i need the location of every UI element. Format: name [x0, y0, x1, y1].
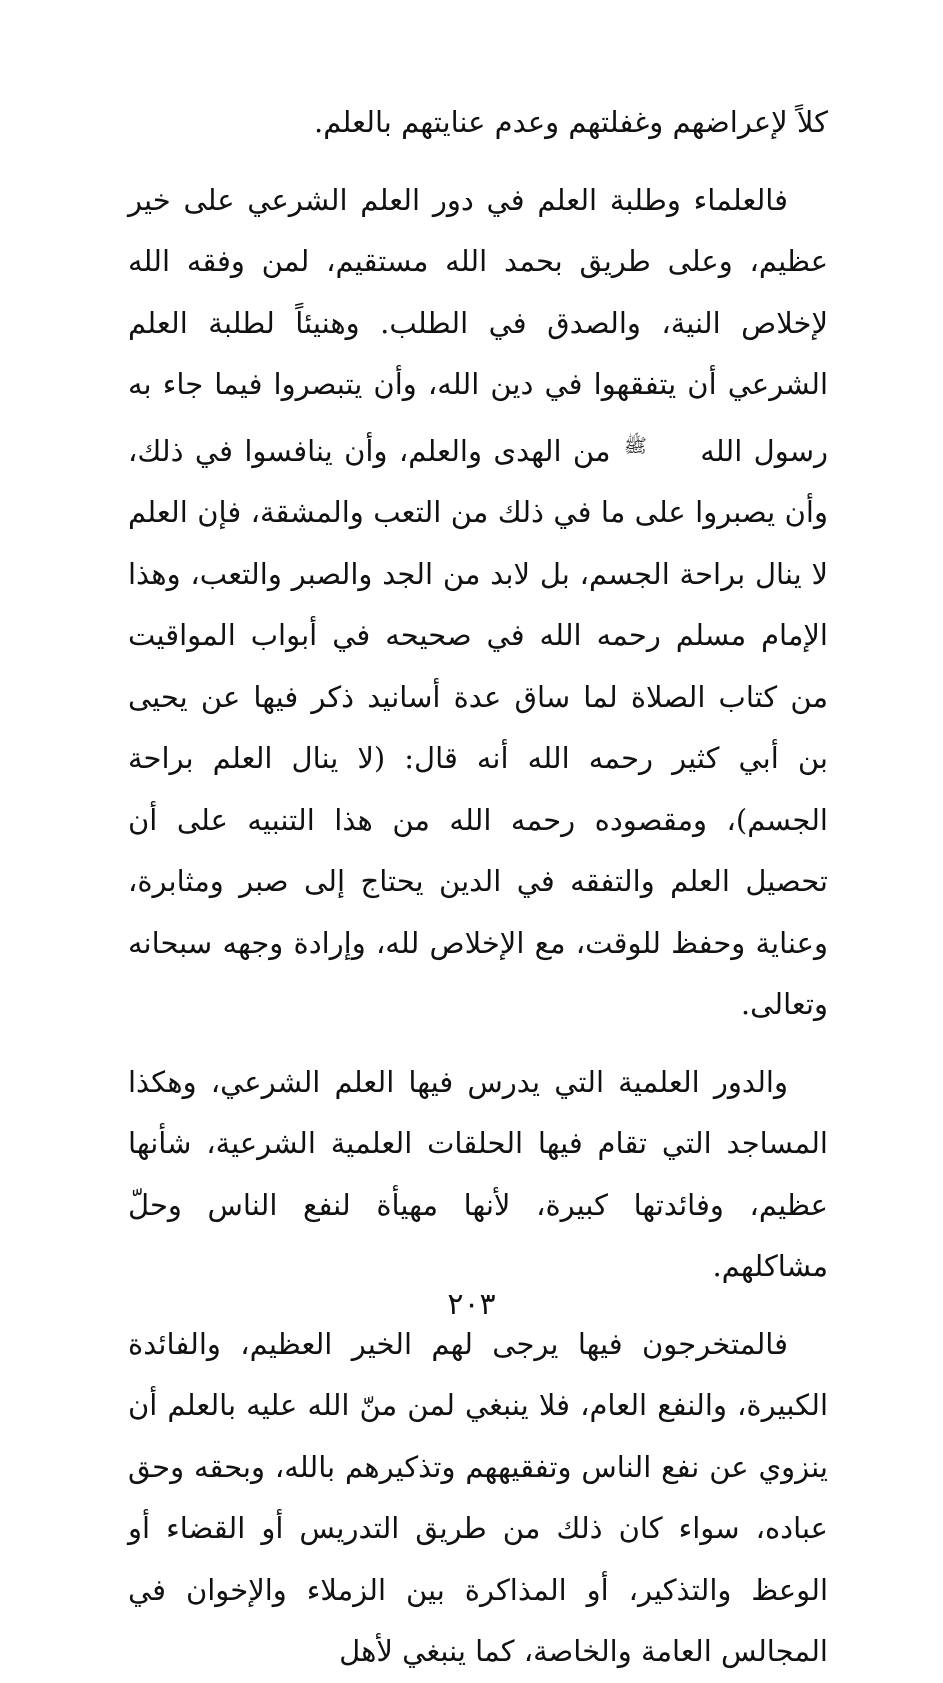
paragraph-graduates: [128, 1314, 828, 1683]
paragraph-scholars: [128, 170, 828, 1036]
page-number: ٢٠٣: [447, 1287, 496, 1322]
paragraph-text: من الهدى والعلم، وأن ينافسوا في ذلك، وأن يصبروا على ما في ذلك من التعب والمشقة، فإن العلم لا ينال براحة الجسم، بل لابد من الجد والصبر والتعب، وهذا الإمام مسلم رحمه الله في صحيحه في أبواب المواقيت من كتاب الصلاة لما ساق عدة أسانيد ذكر فيها عن يحيى بن أبي كثير رحمه الله أنه قال: (لا ينال العلم براحة الجسم)، ومقصوده رحمه الله من هذا التنبيه على أن تحصيل العلم والتفقه في الدين يحتاج إلى صبر ومثابرة، وعناية وحفظ للوقت، مع الإخلاص لله، وإرادة وجهه سبحانه وتعالى.: [128, 433, 828, 1021]
honorific-glyph: ﷺ: [623, 434, 647, 457]
paragraph-text: فالعلماء وطلبة العلم في دور العلم الشرعي على خير عظيم، وعلى طريق بحمد الله مستقيم، لمن وفقه الله لإخلاص النية، والصدق في الطلب. وهنيئاً لطلبة العلم الشرعي أن يتفقهوا في دين الله، وأن يتبصروا فيما جاء به رسول الله: [128, 182, 828, 468]
paragraph-institutions: [128, 1052, 828, 1298]
paragraph-text: والدور العلمية التي يدرس فيها العلم الشرعي، وهكذا المساجد التي تقام فيها الحلقات العلمية الشرعية، شأنها عظيم، وفائدتها كبيرة، لأنها مهيأة لنفع الناس وحلّ مشاكلهم.: [128, 1064, 828, 1283]
body-text: [128, 92, 828, 1683]
paragraph-continuation: [128, 92, 828, 154]
paragraph-text: فالمتخرجون فيها يرجى لهم الخير العظيم، والفائدة الكبيرة، والنفع العام، فلا ينبغي لمن منّ الله عليه بالعلم أن ينزوي عن نفع الناس وتفقيههم وتذكيرهم بالله، وبحقه وحق عباده، سواء كان ذلك من طريق التدريس أو القضاء أو الوعظ والتذكير، أو المذاكرة بين الزملاء والإخوان في المجالس العامة والخاصة، كما ينبغي لأهل: [128, 1326, 828, 1668]
paragraph-text: كلاً لإعراضهم وغفلتهم وعدم عنايتهم بالعلم.: [314, 105, 828, 139]
